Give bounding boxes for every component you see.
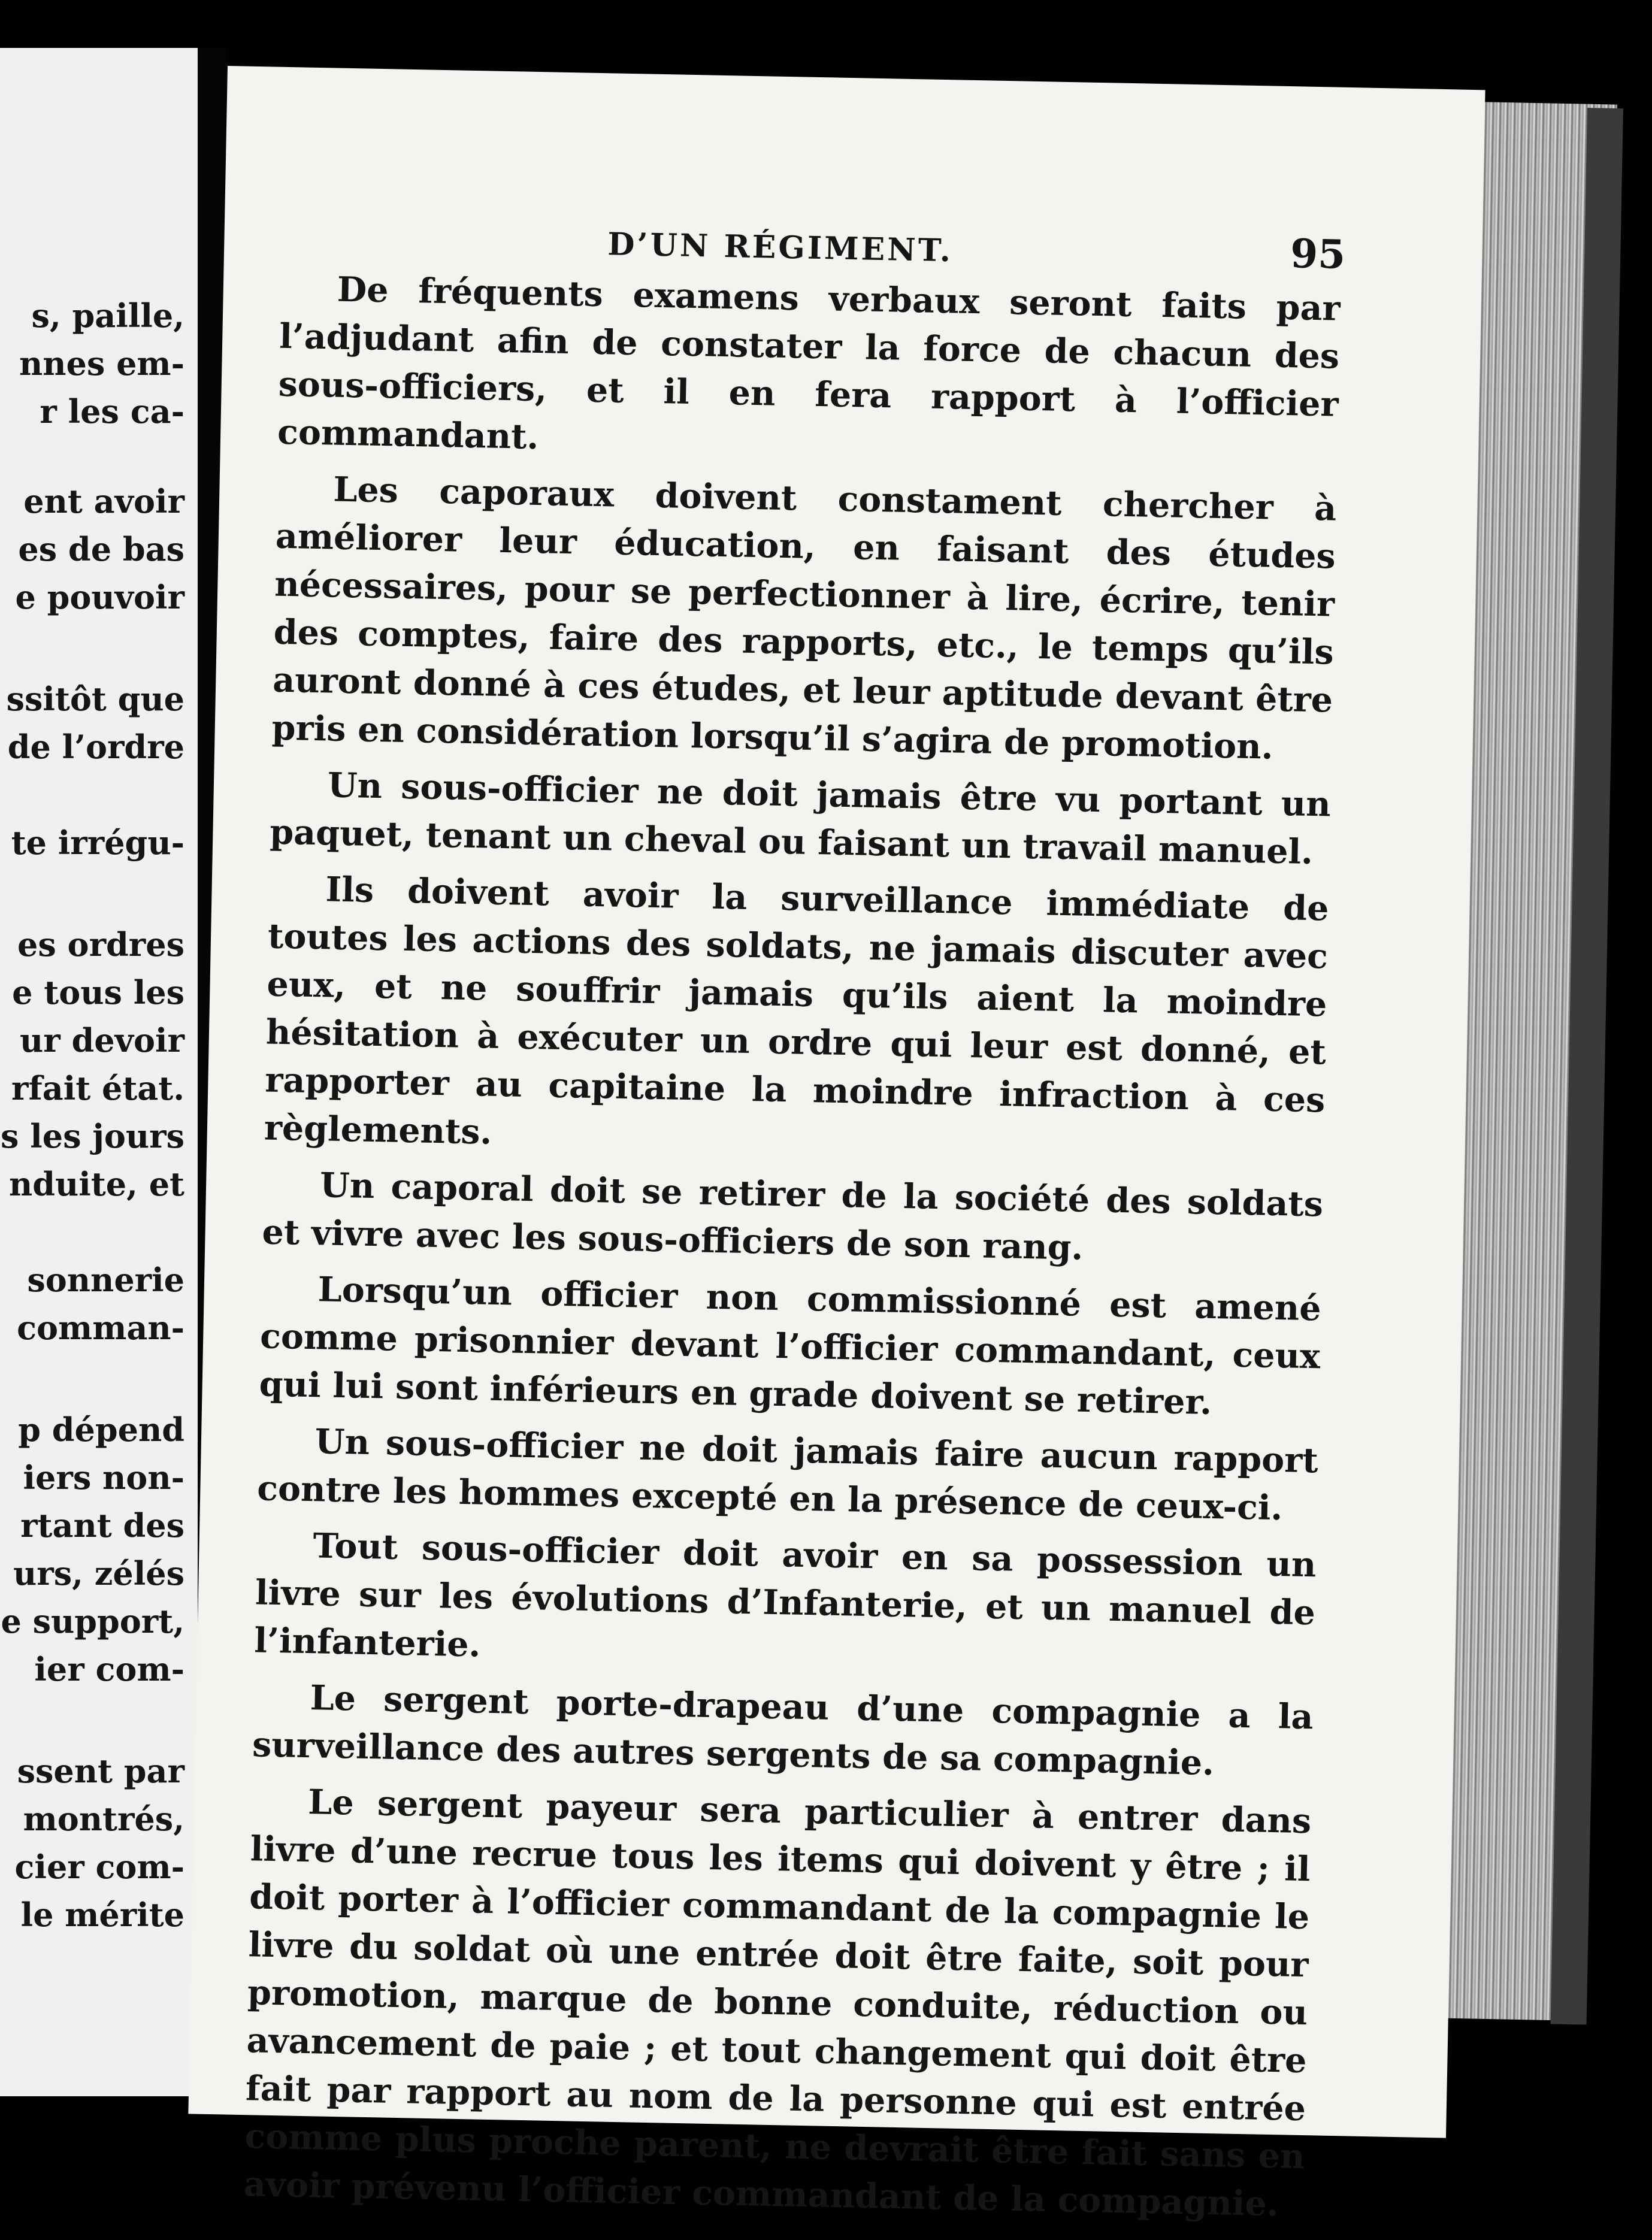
left-page-line: e tous les [12, 973, 184, 1012]
left-page-line: rtant des [20, 1506, 184, 1545]
left-page-line: iers non- [23, 1458, 184, 1497]
left-page-line: nduite, et [9, 1165, 184, 1203]
left-page-line: cier com- [14, 1848, 184, 1886]
paragraph: Tout sous-officier doit avoir en sa possession un livre sur les évolutions d’Infanterie, et un manuel de l’infanterie. [253, 1525, 1317, 1665]
left-page-line: es ordres [17, 925, 184, 964]
left-page-line: s, paille, [31, 296, 184, 335]
paragraph: Les caporaux doivent constament chercher à améliorer leur éducation, en faisant des études nécessaires, pour se perfectionner à lire, écrire, tenir des comptes, faire des rapports, etc., le temps qu’ils auront donné à ces études, et leur aptitude devant être pris en considération lorsqu’il s’agira de promotion. [271, 469, 1337, 767]
left-page-line: ier com- [34, 1650, 184, 1688]
paragraph: Un sous-officier ne doit jamais faire aucun rapport contre les hommes excepté en la présence de ceux-ci. [256, 1421, 1319, 1528]
left-page-line: s les jours [1, 1117, 184, 1155]
left-page-line: r les ca- [40, 392, 184, 431]
left-page-line: ssitôt que [6, 680, 184, 718]
left-page-line: rfait état. [11, 1069, 184, 1107]
paragraph: Le sergent payeur sera particulier à entrer dans livre d’une recrue tous les items qui doivent y être ; il doit porter à l’officier commandant de la compagnie le livre du soldat où une entrée doit être faite, soit pour promotion, marque de bonne conduite, réduction ou avancement de paie ; et tout changement qui doit être fait par rapport au nom de la personne qui est entrée comme plus proche parent, ne devrait être fait sans en avoir prévenu l’officier commandant de la compagnie. [243, 1782, 1312, 2224]
left-page-line: te irrégu- [11, 824, 184, 862]
paragraph: De fréquents examens verbaux seront faits par l’adjudant afin de constater la force de chacun des sous-officiers, et il en fera rapport à l’officier commandant. [277, 269, 1341, 458]
paragraph: Ils doivent avoir la surveillance immédiate de toutes les actions des soldats, ne jamais discuter avec eux, et ne souffrir jamais qu’ils aient la moindre hésitation à exécuter un ordre qui leur est donné, et rapporter au capitaine la moindre infraction à ces règlements. [264, 869, 1329, 1152]
left-page-line: e pouvoir [15, 578, 184, 616]
left-page-line: sonnerie [27, 1261, 184, 1299]
left-page-line: ur devoir [20, 1021, 184, 1060]
left-page-line: urs, zélés [13, 1554, 184, 1593]
paragraph: Lorsqu’un officier non commissionné est amené comme prisonnier devant l’officier commandant, ceux qui lui sont inférieurs en grade doivent se retirer. [259, 1269, 1322, 1422]
left-page-line: e support, [1, 1602, 184, 1640]
left-page-line: montrés, [23, 1800, 184, 1838]
left-page-line: comman- [17, 1309, 184, 1347]
right-page [188, 66, 1485, 2224]
left-page-line: ssent par [17, 1752, 184, 1790]
left-page-line: le mérite [20, 1896, 184, 1934]
left-page-line: es de bas [18, 530, 184, 568]
paragraph: Le sergent porte-drapeau d’une compagnie a la surveillance des autres sergents de sa compagnie. [252, 1678, 1314, 1784]
body-text [243, 265, 1341, 2237]
left-page-line: p dépend [18, 1410, 184, 1449]
left-page-line: de l’ordre [7, 728, 184, 766]
paragraph: Un sous-officier ne doit jamais être vu portant un paquet, tenant un cheval ou faisant un travail manuel. [269, 765, 1332, 873]
left-page-line: nnes em- [19, 344, 184, 383]
running-header: D’UN RÉGIMENT. [607, 226, 954, 270]
left-page-line: ent avoir [23, 482, 184, 520]
paragraph: Un caporal doit se retirer de la société des soldats et vivre avec les sous-officiers de son rang. [261, 1165, 1324, 1268]
page-number: 95 [1290, 230, 1346, 278]
left-page [0, 48, 201, 2096]
